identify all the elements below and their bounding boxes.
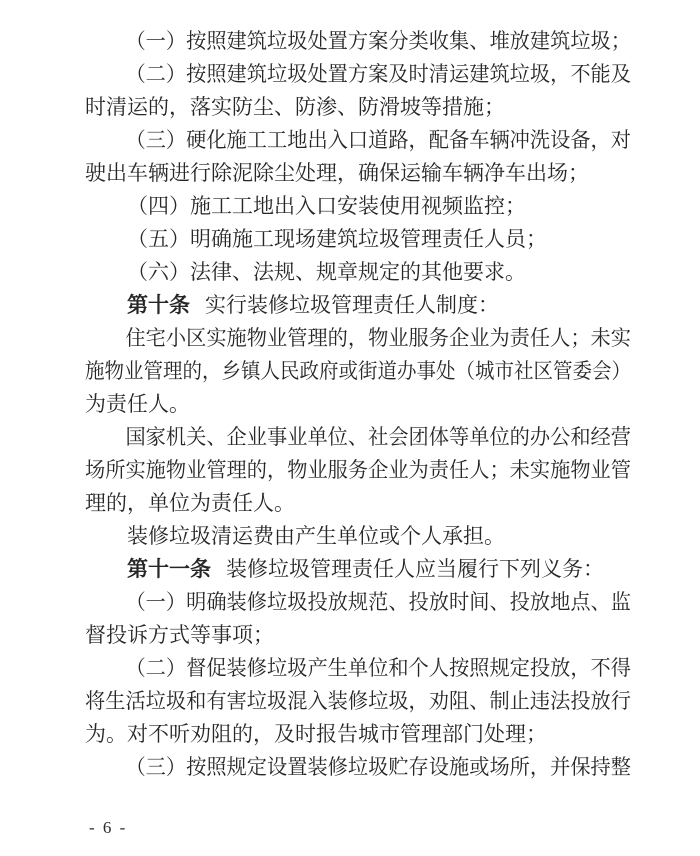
- text-line: [85, 25, 631, 58]
- text-line: [85, 520, 631, 553]
- line-text: （四）施工工地出入口安装使用视频监控；: [127, 194, 526, 218]
- line-text: （二）督促装修垃圾产生单位和个人按照规定投放，不得: [125, 656, 631, 680]
- line-text: 将生活垃圾和有害垃圾混入装修垃圾，劝阻、制止违法投放行: [85, 689, 631, 713]
- text-line: [85, 388, 631, 421]
- line-text: 时清运的，落实防尘、防渗、防滑坡等措施；: [85, 95, 505, 119]
- line-text: （二）按照建筑垃圾处置方案及时清运建筑垃圾，不能及: [125, 62, 631, 86]
- text-line: [85, 685, 631, 718]
- line-text: 为。对不听劝阻的，及时报告城市管理部门处理；: [85, 722, 547, 746]
- text-line: [85, 124, 631, 157]
- line-text: 国家机关、企业事业单位、社会团体等单位的办公和经营: [125, 425, 631, 449]
- line-text: 理的，单位为责任人。: [85, 491, 295, 515]
- document-body: [85, 25, 631, 784]
- text-line: [85, 718, 631, 751]
- text-line: [85, 652, 631, 685]
- line-text: （三）按照规定设置装修垃圾贮存设施或场所，并保持整: [125, 755, 631, 779]
- line-text: 装修垃圾管理责任人应当履行下列义务：: [226, 557, 604, 581]
- text-line: [85, 157, 631, 190]
- line-text: 场所实施物业管理的，物业服务企业为责任人；未实施物业管: [85, 458, 631, 482]
- text-line: [85, 58, 631, 91]
- line-text: （三）硬化施工工地出入口道路，配备车辆冲洗设备，对: [125, 128, 631, 152]
- text-line: [85, 586, 631, 619]
- line-text: 施物业管理的，乡镇人民政府或街道办事处（城市社区管委会）: [85, 359, 631, 383]
- text-line: [85, 289, 631, 322]
- text-line: [85, 256, 631, 289]
- line-text: 实行装修垃圾管理责任人制度：: [205, 293, 499, 317]
- text-line: [85, 487, 631, 520]
- text-line: [85, 190, 631, 223]
- line-text: （六）法律、法规、规章规定的其他要求。: [127, 260, 526, 284]
- text-line: [85, 421, 631, 454]
- text-line: [85, 223, 631, 256]
- page-number: - 6 -: [89, 818, 128, 837]
- text-line: [85, 454, 631, 487]
- line-text: （一）按照建筑垃圾处置方案分类收集、堆放建筑垃圾；: [125, 29, 631, 53]
- line-text: 驶出车辆进行除泥除尘处理，确保运输车辆净车出场；: [85, 161, 589, 185]
- line-text: 为责任人。: [85, 392, 190, 416]
- text-line: [85, 322, 631, 355]
- text-line: [85, 751, 631, 784]
- text-line: [85, 619, 631, 652]
- text-line: [85, 553, 631, 586]
- line-text: 住宅小区实施物业管理的，物业服务企业为责任人；未实: [125, 326, 631, 350]
- line-text: （五）明确施工现场建筑垃圾管理责任人员；: [127, 227, 547, 251]
- text-line: [85, 91, 631, 124]
- line-text: 装修垃圾清运费由产生单位或个人承担。: [127, 524, 505, 548]
- line-text: 督投诉方式等事项；: [85, 623, 274, 647]
- line-text: （一）明确装修垃圾投放规范、投放时间、投放地点、监: [125, 590, 631, 614]
- text-line: [85, 355, 631, 388]
- article-number: 第十条: [127, 294, 190, 317]
- article-number: 第十一条: [127, 558, 211, 581]
